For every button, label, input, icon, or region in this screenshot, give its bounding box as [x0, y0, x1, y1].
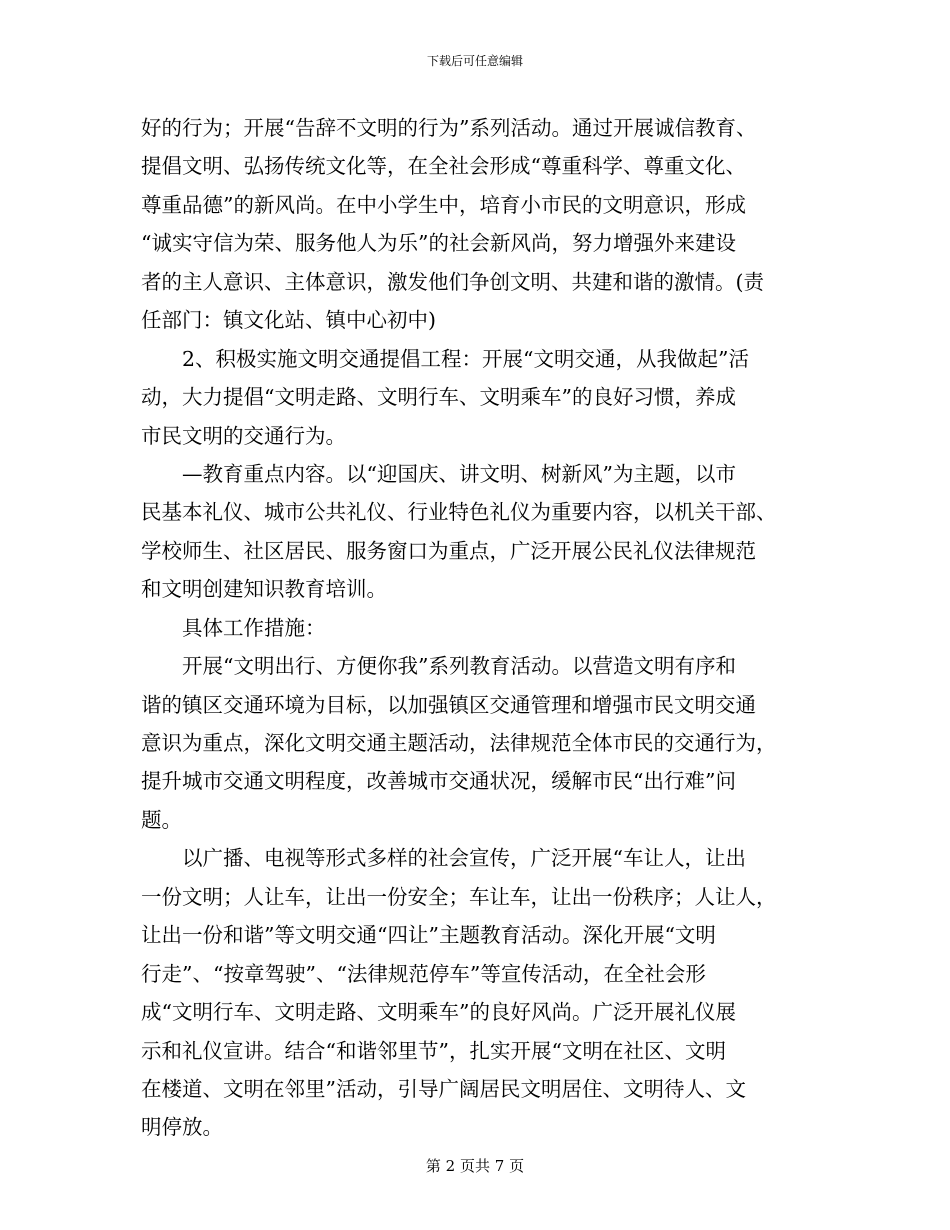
body-line: 意识为重点，深化文明交通主题活动，法律规范全体市民的交通行为， [141, 731, 777, 755]
body-line: 民基本礼仪、城市公共礼仪、行业特色礼仪为重要内容，以机关干部、 [141, 500, 777, 525]
body-line: 学校师生、社区居民、服务窗口为重点，广泛开展公民礼仪法律规范 [141, 538, 756, 563]
document-body [141, 109, 811, 1147]
body-line: 市民文明的交通行为。 [141, 423, 346, 448]
body-line: —教育重点内容。以“迎国庆、讲文明、树新风”为主题，以市 [141, 461, 736, 486]
body-line: 者的主人意识、主体意识，激发他们争创文明、共建和谐的激情。(责 [141, 269, 764, 294]
body-line: 和文明创建知识教育培训。 [141, 577, 387, 602]
body-line: 2、积极实施文明交通提倡工程：开展“文明交通，从我做起”活 [141, 346, 750, 371]
body-line: 提升城市交通文明程度，改善城市交通状况，缓解市民“出行难”问 [141, 769, 736, 794]
body-line: 谐的镇区交通环境为目标，以加强镇区交通管理和增强市民文明交通 [141, 692, 756, 717]
body-line: 在楼道、文明在邻里”活动，引导广阔居民文明居住、文明待人、文 [141, 1076, 746, 1101]
body-line: 一份文明；人让车，让出一份安全；车让车，让出一份秩序；人让人， [141, 884, 777, 909]
body-line: 示和礼仪宣讲。结合“和谐邻里节”，扎实开展“文明在社区、文明 [141, 1038, 726, 1063]
body-line: “诚实守信为荣、服务他人为乐”的社会新风尚，努力增强外来建设 [141, 231, 736, 256]
body-line: 提倡文明、弘扬传统文化等，在全社会形成“尊重科学、尊重文化、 [141, 154, 746, 179]
page-header: 下载后可任意编辑 [426, 54, 523, 68]
body-line: 题。 [141, 807, 182, 832]
body-line: 行走”、“按章驾驶”、“法律规范停车”等宣传活动，在全社会形 [141, 961, 706, 986]
body-line: 明停放。 [141, 1115, 223, 1140]
body-line: 以广播、电视等形式多样的社会宣传，广泛开展“车让人，让出 [141, 846, 746, 871]
body-line: 开展“文明出行、方便你我”系列教育活动。以营造文明有序和 [141, 654, 736, 679]
page-number: 第 2 页共 7 页 [425, 1157, 525, 1175]
body-line: 任部门：镇文化站、镇中心初中) [141, 308, 436, 333]
body-line: 具体工作措施： [141, 615, 326, 640]
body-line: 尊重品德”的新风尚。在中小学生中，培育小市民的文明意识，形成 [141, 192, 746, 217]
body-line: 成“文明行车、文明走路、文明乘车”的良好风尚。广泛开展礼仪展 [141, 1000, 736, 1025]
body-line: 动，大力提倡“文明走路、文明行车、文明乘车”的良好习惯，养成 [141, 385, 736, 410]
body-line: 好的行为；开展“告辞不文明的行为”系列活动。通过开展诚信教育、 [141, 116, 757, 140]
body-line: 让出一份和谐”等文明交通“四让”主题教育活动。深化开展“文明 [141, 923, 716, 948]
